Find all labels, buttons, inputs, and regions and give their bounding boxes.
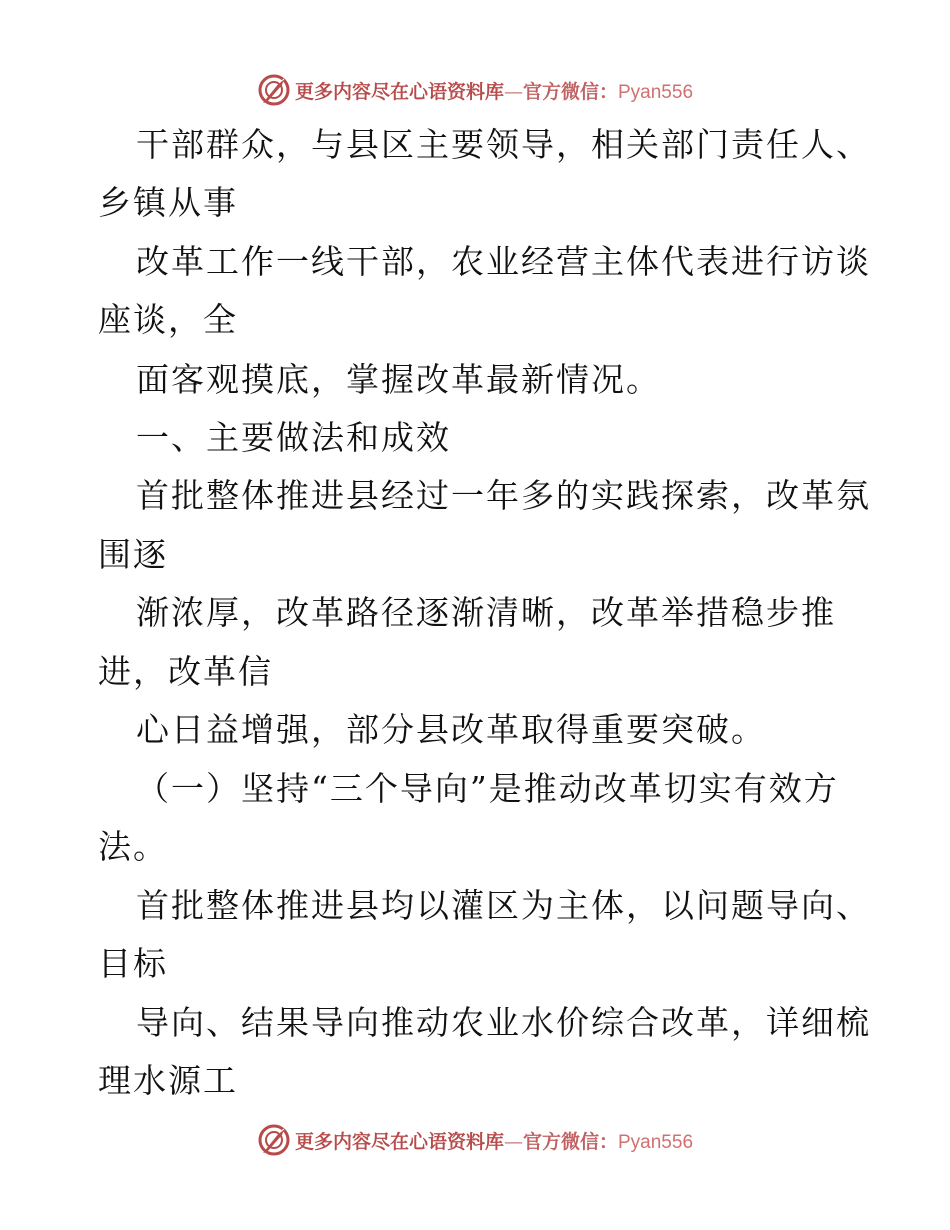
quill-logo-icon bbox=[257, 1123, 291, 1157]
body-line: 座谈，全 bbox=[98, 300, 238, 339]
body-line: 理水源工 bbox=[98, 1061, 238, 1100]
section-heading: 一、主要做法和成效 bbox=[136, 418, 451, 457]
body-line: 围逐 bbox=[98, 535, 168, 574]
footer-separator: — bbox=[503, 1130, 523, 1153]
footer-wechat-id: Pyan556 bbox=[618, 1131, 694, 1153]
body-line: 首批整体推进县均以灌区为主体，以问题导向、 bbox=[136, 886, 871, 925]
header-wechat-id: Pyan556 bbox=[618, 81, 694, 103]
body-line: 进，改革信 bbox=[98, 652, 273, 691]
body-line: 改革工作一线干部，农业经营主体代表进行访谈 bbox=[136, 242, 871, 281]
body-line: 面客观摸底，掌握改革最新情况。 bbox=[136, 360, 661, 399]
body-line: 法。 bbox=[98, 827, 168, 866]
header-brand: 更多内容尽在心语资料库 bbox=[294, 80, 504, 103]
body-line: 导向、结果导向推动农业水价综合改革，详细梳 bbox=[136, 1003, 871, 1042]
subsection-heading: （一）坚持“三个导向”是推动改革切实有效方 bbox=[136, 769, 839, 808]
body-line: 目标 bbox=[98, 944, 168, 983]
body-line: 干部群众，与县区主要领导，相关部门责任人、 bbox=[136, 125, 871, 164]
footer-wechat-label: 官方微信： bbox=[522, 1130, 618, 1153]
footer-brand: 更多内容尽在心语资料库 bbox=[294, 1130, 504, 1153]
header-wechat-label: 官方微信： bbox=[522, 80, 618, 103]
body-line: 心日益增强，部分县改革取得重要突破。 bbox=[136, 710, 766, 749]
footer-brand-text bbox=[295, 1127, 693, 1154]
body-line: 乡镇从事 bbox=[98, 183, 238, 222]
header-separator: — bbox=[503, 80, 523, 103]
body-line: 渐浓厚，改革路径逐渐清晰，改革举措稳步推 bbox=[136, 593, 836, 632]
footer-watermark bbox=[0, 1120, 950, 1160]
body-line: 首批整体推进县经过一年多的实践探索，改革氛 bbox=[136, 476, 871, 515]
